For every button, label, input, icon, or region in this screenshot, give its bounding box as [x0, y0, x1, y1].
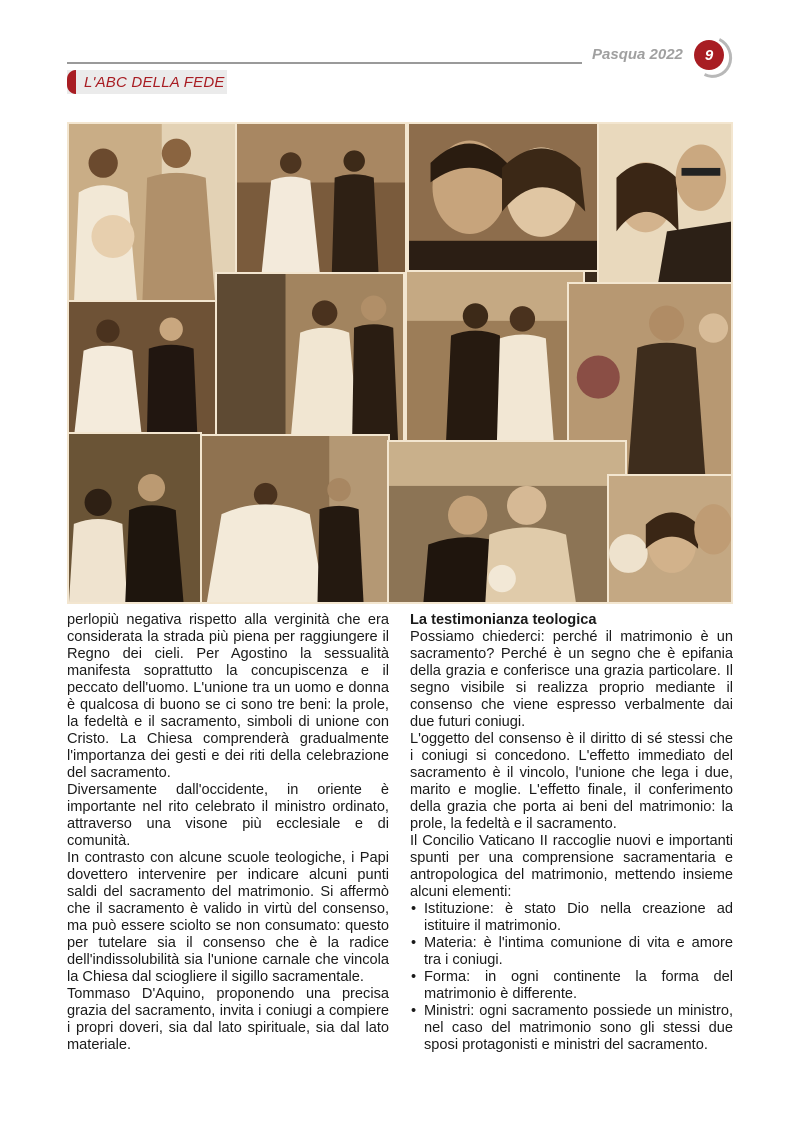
- section-title: L'ABC DELLA FEDE: [84, 73, 225, 91]
- photo-couple-outdoors: [235, 122, 407, 282]
- photo-couple-building: [215, 272, 405, 444]
- photo-smiling-couple: [597, 122, 733, 290]
- photo-bride-veil: [200, 434, 390, 604]
- photo-couple-closeup-right: [607, 474, 733, 604]
- section-tab: [67, 70, 227, 94]
- section-tab-accent: [67, 70, 76, 94]
- right-paragraph-3: Il Concilio Vaticano II raccoglie nuovi e importanti spunti per una comprensione sacramentaria e antropologica del matrimonio, mettendo insieme alcuni elementi:: [410, 833, 733, 900]
- list-item: • Forma: in ogni continente la forma del matrimonio è differente.: [410, 969, 733, 1003]
- issue-label: Pasqua 2022: [592, 46, 683, 63]
- list-item: • Materia: è l'intima comunione di vita e amore tra i coniugi.: [410, 935, 733, 969]
- photo-couple-village: [387, 440, 627, 604]
- left-paragraph-2: Diversamente dall'occidente, in oriente è importante nel rito celebrato il ministro ordinato, attraverso una visone più ecclesiale e di comunità.: [67, 782, 389, 849]
- page-number-badge: [692, 36, 736, 80]
- right-column: [410, 612, 733, 1054]
- list-item: • Ministri: ogni sacramento possiede un ministro, nel caso del matrimonio sono gli stessi due sposi protagonisti e ministri del sacramento.: [410, 1003, 733, 1054]
- elements-list: [410, 901, 733, 1054]
- page-number: 9: [694, 40, 724, 70]
- photo-bride-groom-standing: [67, 300, 217, 440]
- wedding-photo-collage: [67, 122, 733, 604]
- photo-couple-tree: [67, 432, 202, 604]
- left-paragraph-4: Tommaso D'Aquino, proponendo una precisa grazia del sacramento, invita i coniugi a compiere i propri doveri, sia dal lato spirituale, sia dal lato materiale.: [67, 986, 389, 1053]
- header-rule: [67, 62, 582, 64]
- left-paragraph-3: In contrasto con alcune scuole teologiche, i Papi dovettero intervenire per indicare alcuni punti saldi del sacramento del matrimonio. Si affermò che il sacramento è valido in virtù del consenso, ma può essere sciolto se non consumato: questo per tutelare sia il consenso che è la radice dell'indissolubilità sia l'unione carnale che vincola la Chiesa dal sciogliere il sigillo sacramentale.: [67, 850, 389, 985]
- list-item: • Istituzione: è stato Dio nella creazione ad istituire il matrimonio.: [410, 901, 733, 935]
- photo-couple-park: [405, 270, 585, 442]
- left-paragraph-1: perlopiù negativa rispetto alla verginità che era considerata la strada più piena per raggiungere il Regno dei cieli. Per Agostino la sessualità manifesta soprattutto la concupiscenza e il peccato dell'uomo. L'unione tra un uomo e donna è qualcosa di buono se ci sono tre beni: la prole, la fedeltà e il sacramento, simboli di unione con Cristo. La Chiesa comprenderà gradualmente l'importanza dei gesti e dei riti della celebrazione del sacramento.: [67, 612, 389, 781]
- right-paragraph-1: Possiamo chiederci: perché il matrimonio è un sacramento? Perché è un segno che è epifania della grazia e conferisce una grazia particolare. Il segno visibile si realizza proprio mediante il consenso che viene espresso verbalmente dai due futuri coniugi.: [410, 629, 733, 730]
- section-subheading: La testimonianza teologica: [410, 612, 597, 628]
- photo-closeup-couple: [407, 122, 599, 272]
- right-paragraph-2: L'oggetto del consenso è il diritto di sé stessi che i coniugi si concedono. L'effetto immediato del sacramento è il vincolo, l'unione che lega i due, marito e moglie. L'effetto finale, il conferimento della grazia che porta ai beni del matrimonio: la prole, la fedeltà e il sacramento.: [410, 731, 733, 832]
- left-column: [67, 612, 389, 1054]
- photo-couple-bouquet: [67, 122, 237, 307]
